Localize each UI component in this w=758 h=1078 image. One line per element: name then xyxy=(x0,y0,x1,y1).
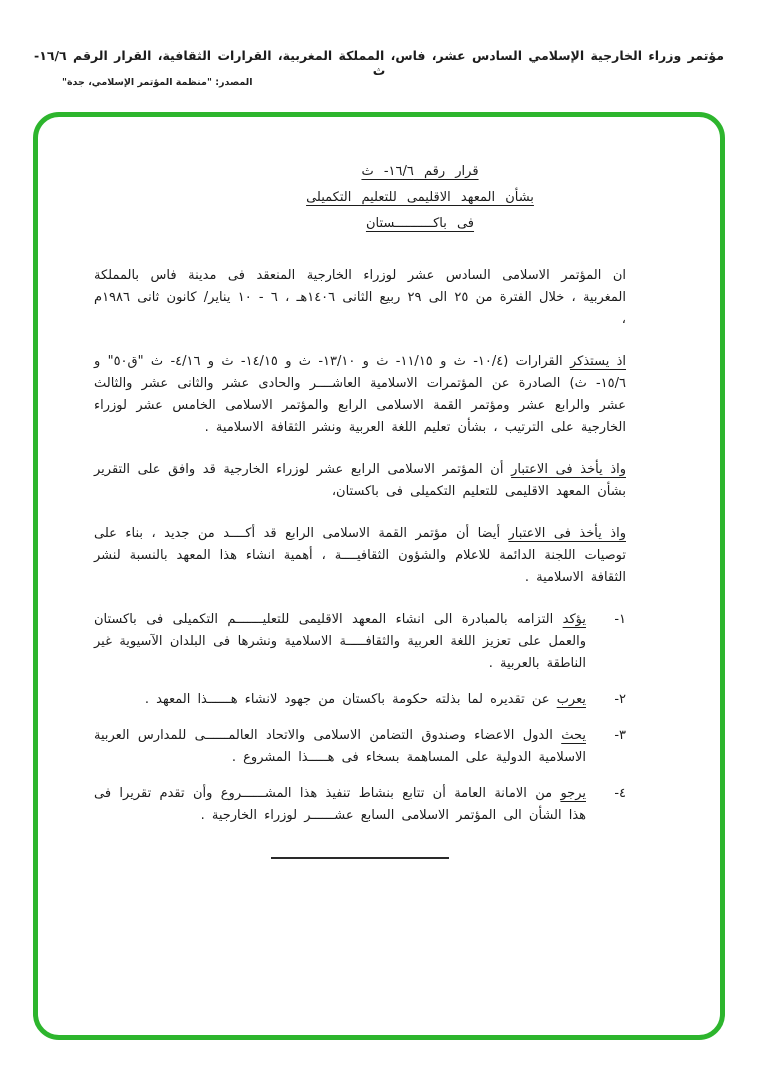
paragraph-text: أن المؤتمر الاسلامى الرابع عشر لوزراء الخارجية قد وافق على التقرير بشأن المعهد الاقليمى للتعليم التكميلى فى باكستان، xyxy=(94,462,626,499)
item-text xyxy=(94,609,586,675)
item-number: ٢- xyxy=(614,692,626,707)
document-source-line: المصدر: "منظمة المؤتمر الإسلامي، جدة" xyxy=(62,77,253,88)
item-lead: يرجو xyxy=(560,786,586,801)
item-lead: يحث xyxy=(561,728,586,743)
resolution-body xyxy=(38,117,720,859)
item-text xyxy=(94,783,586,827)
item-number: ٣- xyxy=(614,728,626,743)
item-lead: يؤكد xyxy=(562,612,586,627)
title-line-country: فى باكــــــــــستان xyxy=(365,216,475,231)
item-lead: يعرب xyxy=(556,692,586,707)
paragraph-text: ان المؤتمر الاسلامى السادس عشر لوزراء الخارجية المنعقد فى مدينة فاس بالمملكة المغربية ، خلال الفترة من ٢٥ الى ٢٩ ربيع الثانى ١٤٠٦هـ ، ٦ - ١٠ يناير/ كانون ثانى ١٩٨٦م ، xyxy=(94,268,627,327)
preamble-paragraph xyxy=(94,265,626,331)
list-item xyxy=(94,609,626,675)
green-border-frame xyxy=(33,112,725,1040)
list-item xyxy=(94,725,626,769)
paragraph-lead: واذ يأخذ فى الاعتبار xyxy=(511,462,626,477)
considering-paragraph-2 xyxy=(94,523,626,589)
title-line-number: قرار رقم ١٦/٦- ث xyxy=(361,164,479,179)
document-header-title: مؤتمر وزراء الخارجية الإسلامي السادس عشر، فاس، المملكة المغربية، القرارات الثقافية، القرار الرقم ١٦/٦-ث xyxy=(34,48,724,78)
resolution-title xyxy=(214,161,626,235)
item-body: الدول الاعضاء وصندوق التضامن الاسلامى والاتحاد العالمــــــى للمدارس العربية الاسلامية الدولية على المساهمة بسخاء فى هـــــذا المشروع . xyxy=(94,728,586,765)
item-body: من الامانة العامة أن تتابع بنشاط تنفيذ هذا المشــــــروع وأن تقدم تقريرا فى هذا الشأن الى المؤتمر الاسلامى السابع عشــــــر لوزراء الخارجية . xyxy=(94,786,586,823)
list-item xyxy=(94,689,626,711)
paragraph-text: القرارات (١٠/٤- ث و ١١/١٥- ث و ١٣/١٠- ث و ١٤/١٥- ث و ٤/١٦- ث "ق٥٠" و ١٥/٦- ث) الصادرة عن المؤتمرات الاسلامية العاشــــر والحادى عشر والثانى عشر والثالث عشر والرابع عشر ومؤتمر القمة الاسلامى الرابع والمؤتمر الاسلامى الخامس عشر لوزراء الخارجية على الترتيب ، بشأن تعليم اللغة العربية ونشر الثقافة الاسلامية . xyxy=(94,354,626,435)
resolution-items xyxy=(94,609,626,827)
item-text xyxy=(94,689,586,711)
end-rule xyxy=(271,857,449,859)
item-text xyxy=(94,725,586,769)
paragraph-lead: اذ يستذكر xyxy=(569,354,627,369)
item-number: ٤- xyxy=(614,786,626,801)
list-item xyxy=(94,783,626,827)
considering-paragraph-1 xyxy=(94,459,626,503)
item-number: ١- xyxy=(614,612,626,627)
item-body: عن تقديره لما بذلته حكومة باكستان من جهود لانشاء هــــــذا المعهد . xyxy=(144,692,557,707)
paragraph-text: أيضا أن مؤتمر القمة الاسلامى الرابع قد أكــــد من جديد ، بناء على توصيات اللجنة الدائمة للاعلام والشؤون الثقافيــــة ، أهمية انشاء هذا المعهد بالنسبة لنشر الثقافة الاسلامية . xyxy=(94,526,626,585)
paragraph-lead: واذ يأخذ فى الاعتبار xyxy=(508,526,626,541)
title-line-subject: بشأن المعهد الاقليمى للتعليم التكميلى xyxy=(306,190,534,205)
recalling-paragraph xyxy=(94,351,626,439)
item-body: التزامه بالمبادرة الى انشاء المعهد الاقليمى للتعليـــــــم التكميلى فى باكستان والعمل على تعزيز اللغة العربية والثقافـــــة الاسلامية ونشرها فى البلدان الآسيوية غير الناطقة بالعربية . xyxy=(94,612,586,671)
